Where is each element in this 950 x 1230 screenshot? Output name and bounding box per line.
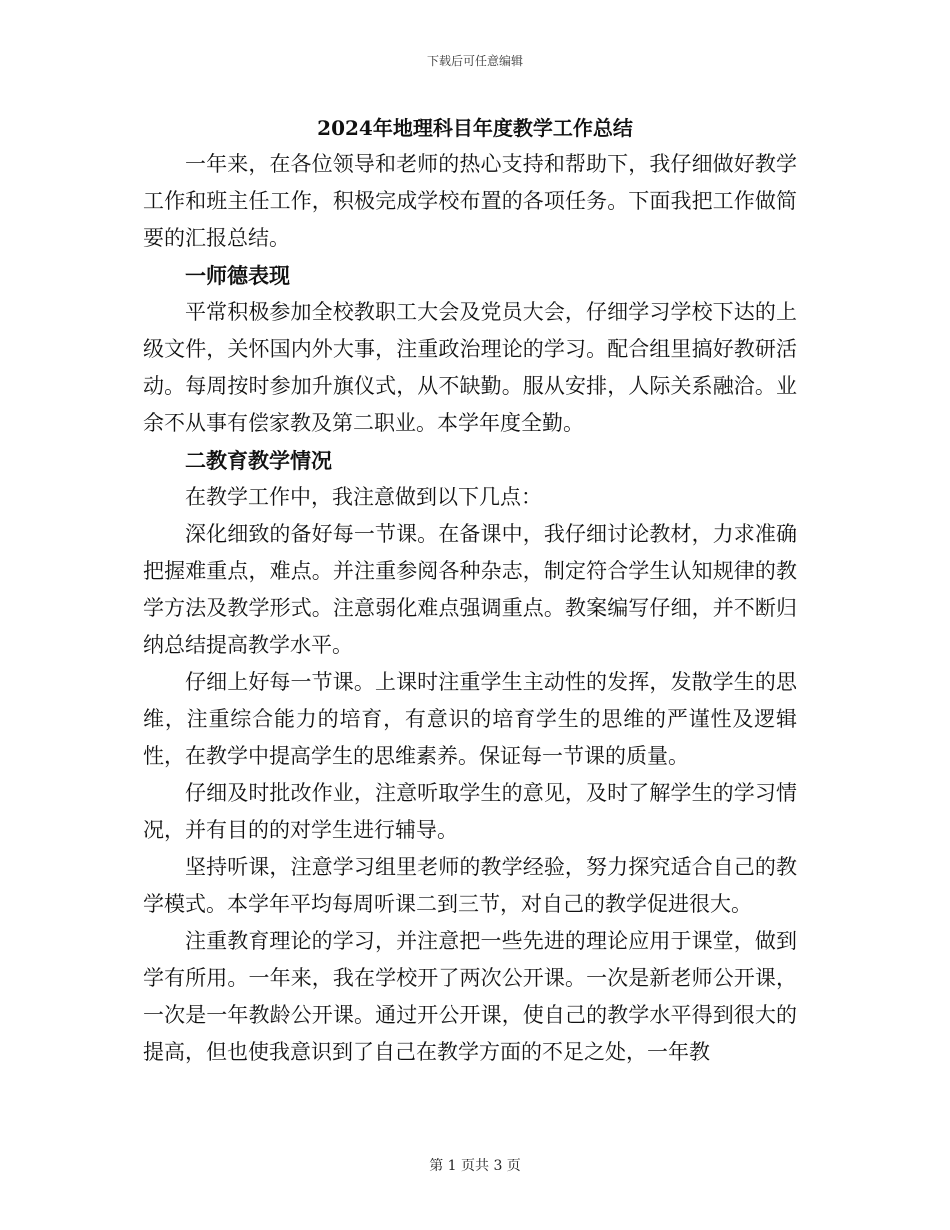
teaching-paragraph-3: 仔细上好每一节课。上课时注重学生主动性的发挥，发散学生的思维，注重综合能力的培育，有意识的培育学生的思维的严谨性及逻辑性，在教学中提高学生的思维素养。保证每一节课的质量。 [143, 670, 797, 768]
ethics-paragraph: 平常积极参加全校教职工大会及党员大会，仔细学习学校下达的上级文件，关怀国内外大事，注重政治理论的学习。配合组里搞好教研活动。每周按时参加升旗仪式，从不缺勤。服从安排，人际关系融洽。业余不从事有偿家教及第二职业。本学年度全勤。 [143, 300, 797, 435]
intro-paragraph: 一年来，在各位领导和老师的热心支持和帮助下，我仔细做好教学工作和班主任工作，积极完成学校布置的各项任务。下面我把工作做简要的汇报总结。 [143, 152, 797, 250]
page-number: 第 1 页共 3 页 [429, 1158, 521, 1174]
page-header-note: 下载后可任意编辑 [426, 54, 523, 68]
teaching-paragraph-6: 注重教育理论的学习，并注意把一些先进的理论应用于课堂，做到学有所用。一年来，我在学校开了两次公开课。一次是新老师公开课，一次是一年教龄公开课。通过开公开课，使自己的教学水平得到很大的提高，但也使我意识到了自己在教学方面的不足之处，一年教 [143, 929, 797, 1064]
teaching-paragraph-2: 深化细致的备好每一节课。在备课中，我仔细讨论教材，力求准确把握难重点，难点。并注重参阅各种杂志，制定符合学生认知规律的教学方法及教学形式。注意弱化难点强调重点。教案编写仔细，并不断归纳总结提高教学水平。 [143, 522, 797, 657]
page-title: 2024年地理科目年度教学工作总结 [317, 116, 633, 140]
section-heading-teaching: 二教育教学情况 [185, 448, 332, 473]
document-body [143, 146, 797, 1071]
teaching-paragraph-5: 坚持听课，注意学习组里老师的教学经验，努力探究适合自己的教学模式。本学年平均每周听课二到三节，对自己的教学促进很大。 [143, 855, 797, 916]
teaching-paragraph-4: 仔细及时批改作业，注意听取学生的意见，及时了解学生的学习情况，并有目的的对学生进行辅导。 [143, 781, 797, 842]
section-heading-ethics: 一师德表现 [185, 263, 290, 288]
teaching-paragraph-1: 在教学工作中，我注意做到以下几点： [185, 485, 542, 509]
